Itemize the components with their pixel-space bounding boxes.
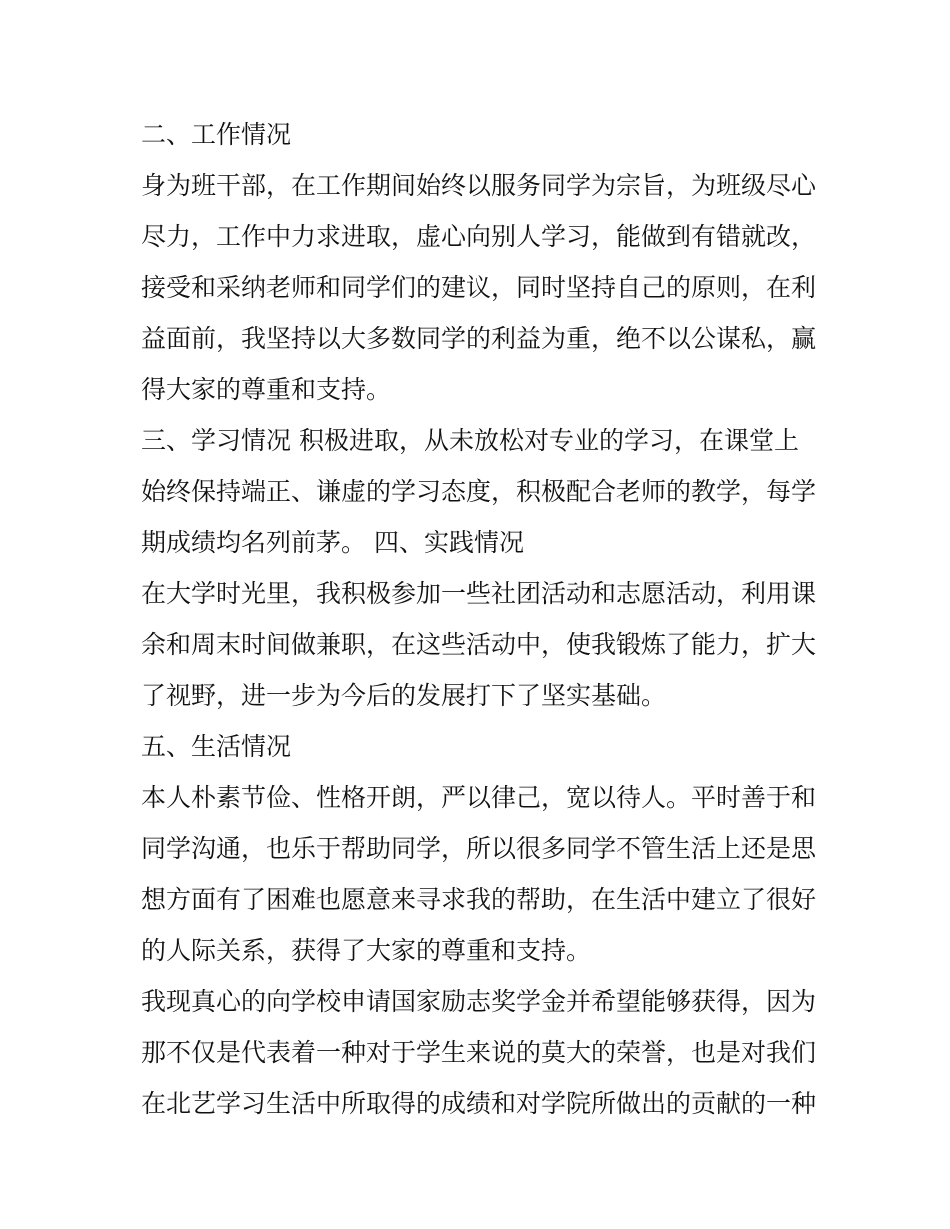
text-line: 身为班干部，在工作期间始终以服务同学为宗旨，为班级尽心: [141, 171, 817, 200]
text-line: 那不仅是代表着一种对于学生来说的莫大的荣誉，也是对我们: [141, 1038, 817, 1067]
text-line: 余和周末时间做兼职，在这些活动中，使我锻炼了能力，扩大: [141, 630, 817, 659]
text-line: 本人朴素节俭、性格开朗，严以律己，宽以待人。平时善于和: [141, 783, 817, 812]
document-body: [141, 109, 821, 1129]
text-line: 了视野，进一步为今后的发展打下了坚实基础。: [141, 681, 667, 710]
text-line: 在北艺学习生活中所取得的成绩和对学院所做出的贡献的一种: [141, 1089, 817, 1118]
text-line: 期成绩均名列前茅。 四、实践情况: [141, 528, 524, 557]
text-line: 同学沟通，也乐于帮助同学，所以很多同学不管生活上还是思: [141, 834, 817, 863]
text-line: 想方面有了困难也愿意来寻求我的帮助，在生活中建立了很好: [141, 885, 817, 914]
text-line: 始终保持端正、谦虚的学习态度，积极配合老师的教学，每学: [141, 477, 817, 506]
text-line: 接受和采纳老师和同学们的建议，同时坚持自己的原则，在利: [141, 273, 817, 302]
section-heading-study: 三、学习情况 积极进取，从未放松对专业的学习，在课堂上: [141, 426, 799, 455]
text-line: 益面前，我坚持以大多数同学的利益为重，绝不以公谋私，赢: [141, 324, 817, 353]
text-line: 得大家的尊重和支持。: [141, 375, 392, 404]
text-line: 在大学时光里，我积极参加一些社团活动和志愿活动，利用课: [141, 579, 817, 608]
section-heading-work: 二、工作情况: [141, 120, 292, 149]
section-heading-life: 五、生活情况: [141, 732, 292, 761]
text-line: 的人际关系，获得了大家的尊重和支持。: [141, 936, 592, 965]
text-line: 尽力，工作中力求进取，虚心向别人学习，能做到有错就改，: [141, 222, 817, 251]
text-line: 我现真心的向学校申请国家励志奖学金并希望能够获得，因为: [141, 987, 817, 1016]
